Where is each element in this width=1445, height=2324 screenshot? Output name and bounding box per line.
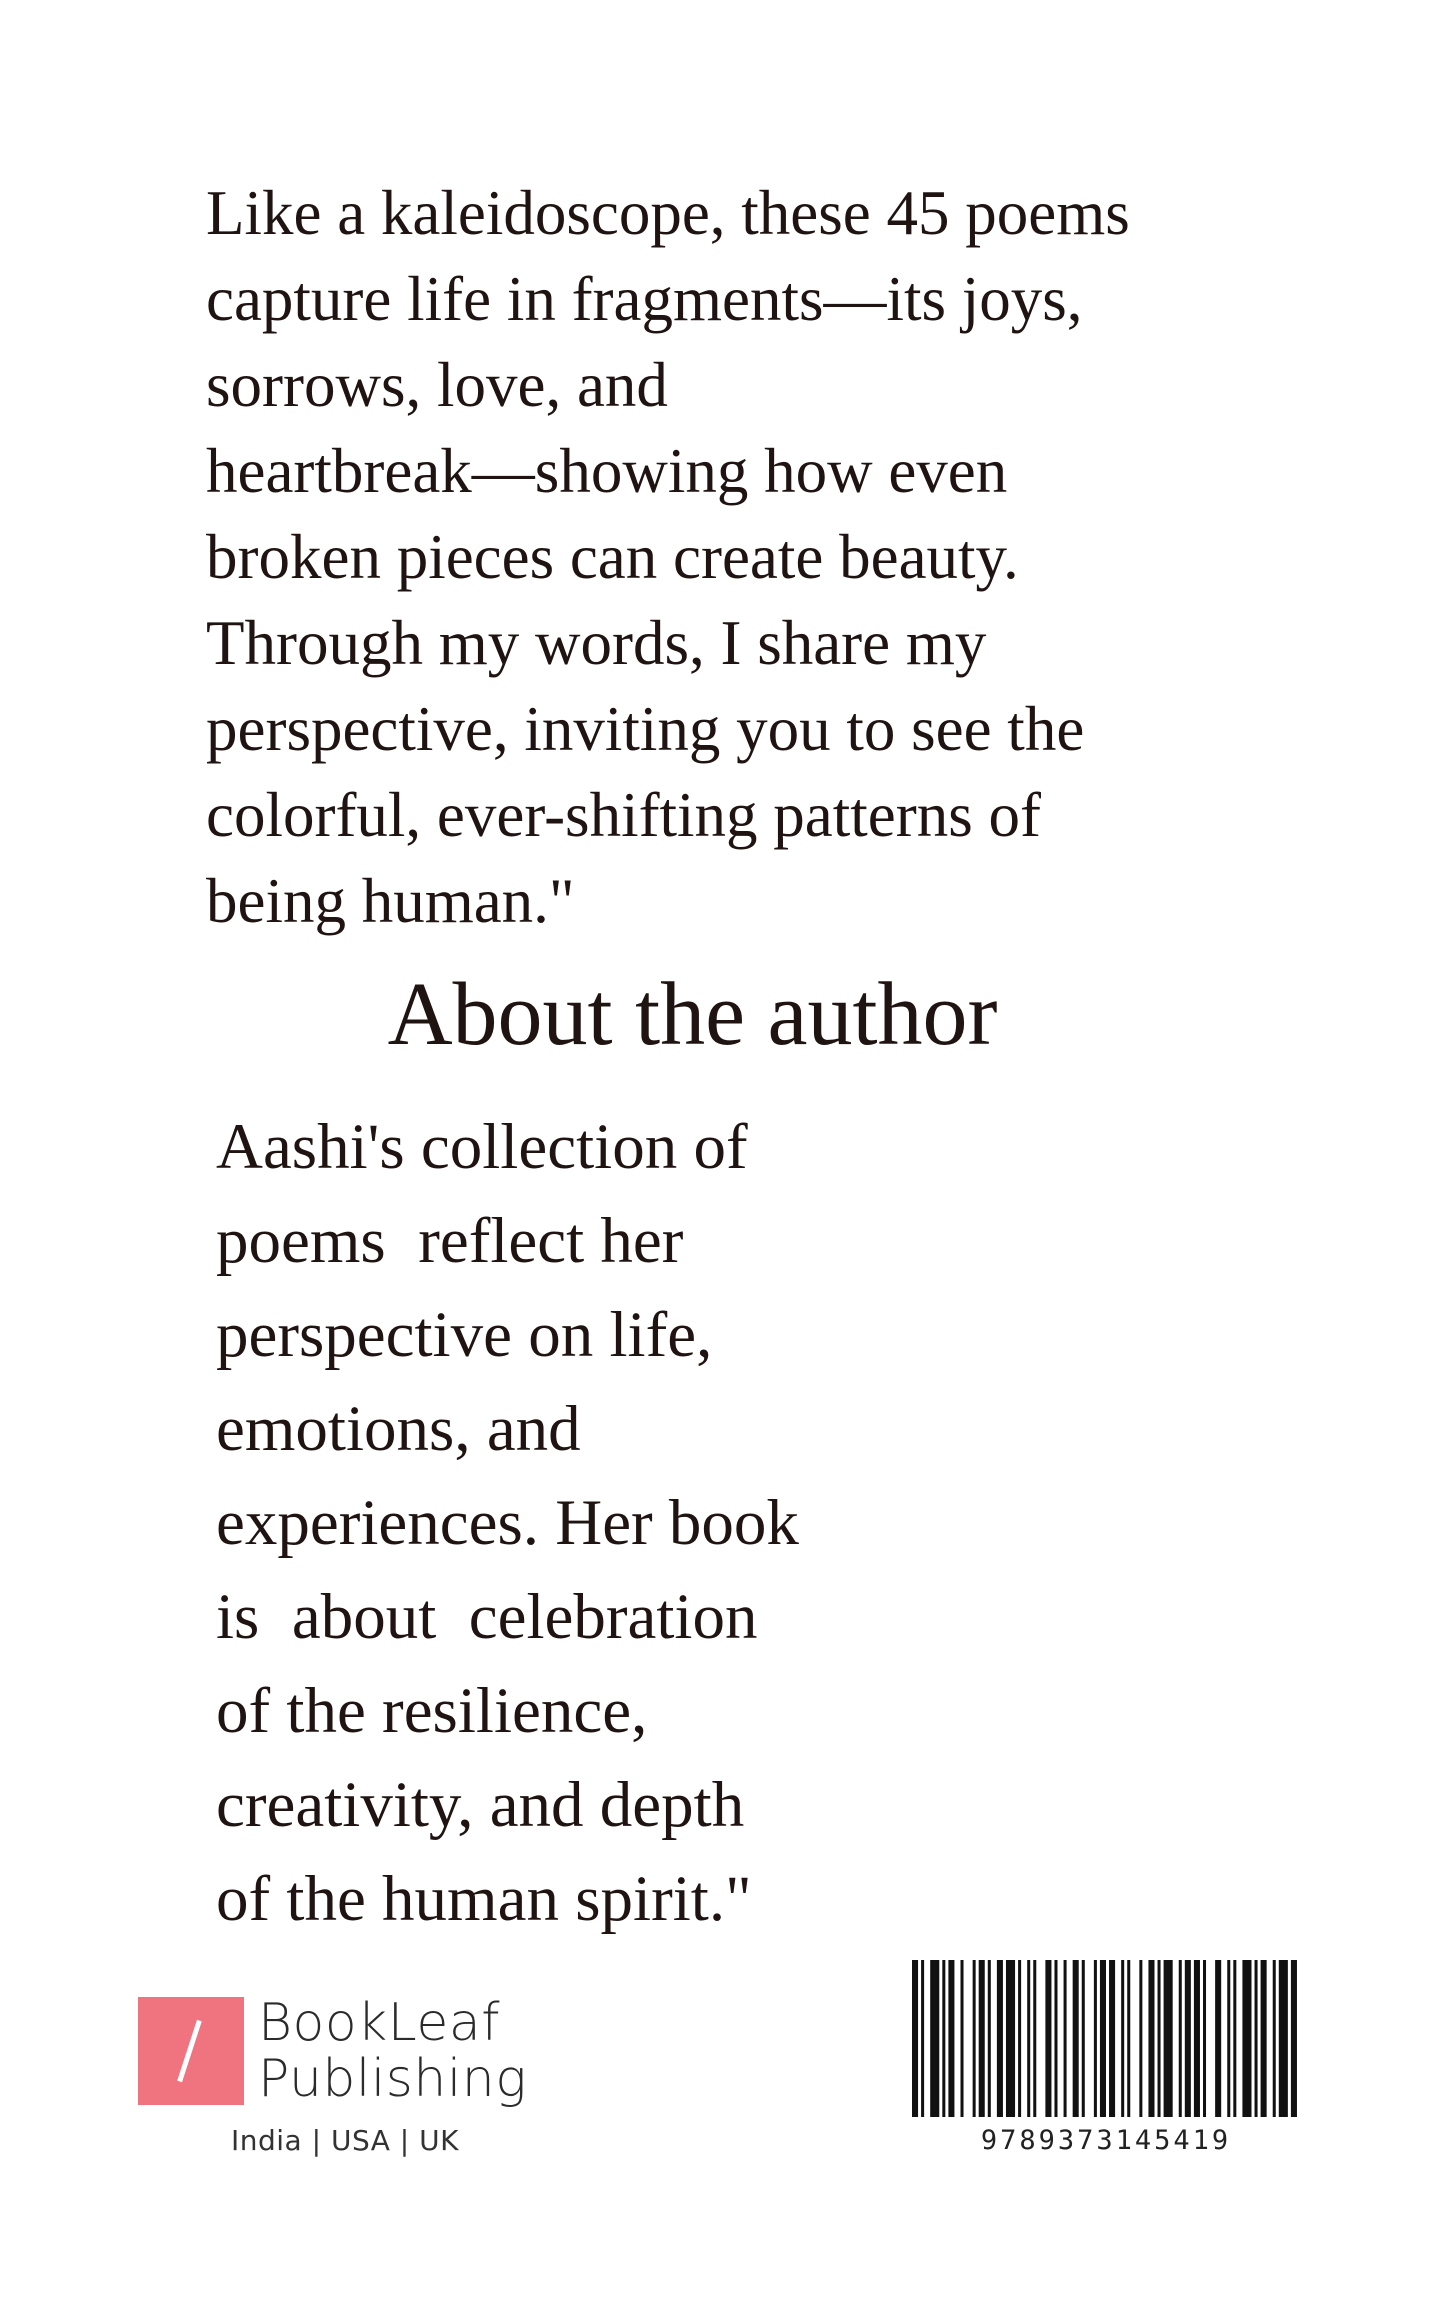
publisher-name <box>258 1995 527 2107</box>
barcode-bar <box>1164 1960 1173 2117</box>
barcode-bar <box>1185 1960 1191 2117</box>
about-author-heading: About the author <box>387 965 998 1064</box>
barcode-bar <box>1073 1960 1079 2117</box>
barcode-bar <box>997 1960 1003 2117</box>
publisher-logo <box>138 1995 527 2107</box>
about-line: experiences. Her book <box>216 1487 799 1559</box>
barcode-bar <box>1273 1960 1276 2117</box>
barcode-bar <box>1261 1960 1267 2117</box>
barcode-bar <box>912 1960 918 2117</box>
barcode-bar <box>1109 1960 1115 2117</box>
barcode-bar <box>1291 1960 1297 2117</box>
barcode-bar <box>942 1960 945 2117</box>
barcode-bar <box>1054 1960 1057 2117</box>
barcode-bar <box>921 1960 924 2117</box>
barcode-bar <box>930 1960 939 2117</box>
barcode-icon <box>912 1960 1300 2117</box>
barcode-bar <box>1203 1960 1206 2117</box>
barcode-bar <box>1027 1960 1030 2117</box>
publisher-name-line2: Publishing <box>258 2049 527 2109</box>
barcode-bar <box>1233 1960 1236 2117</box>
barcode-bar <box>1279 1960 1288 2117</box>
slash-mark <box>177 2020 202 2082</box>
blurb-line: heartbreak—showing how even <box>206 436 1008 506</box>
blurb-line: perspective, inviting you to see the <box>206 694 1085 764</box>
barcode-bar <box>1006 1960 1015 2117</box>
barcode-bar <box>1215 1960 1221 2117</box>
barcode-bar <box>979 1960 985 2117</box>
isbn-number: 9789373145419 <box>980 2125 1232 2156</box>
about-line: poems reflect her <box>216 1205 684 1277</box>
blurb-line: being human." <box>206 866 575 936</box>
about-line: perspective on life, <box>216 1299 713 1371</box>
blurb-line: Like a kaleidoscope, these 45 poems <box>206 178 1130 248</box>
barcode-bar <box>1227 1960 1230 2117</box>
barcode-bar <box>1242 1960 1251 2117</box>
blurb-line: broken pieces can create beauty. <box>206 522 1019 592</box>
barcode-bar <box>988 1960 991 2117</box>
about-line: of the resilience, <box>216 1675 648 1747</box>
about-line: Aashi's collection of <box>216 1111 748 1183</box>
barcode-bar <box>1064 1960 1067 2117</box>
blurb-line: Through my words, I share my <box>206 608 987 678</box>
barcode-bar <box>1127 1960 1130 2117</box>
isbn-barcode <box>912 1960 1300 2156</box>
barcode-bar <box>1179 1960 1182 2117</box>
about-author-text <box>216 1100 1116 1946</box>
about-line: creativity, and depth <box>216 1769 745 1841</box>
barcode-bar <box>1100 1960 1106 2117</box>
back-cover-blurb <box>206 170 1246 944</box>
about-line: of the human spirit." <box>216 1863 752 1935</box>
barcode-bar <box>948 1960 954 2117</box>
barcode-bar <box>1094 1960 1097 2117</box>
barcode-bar <box>961 1960 964 2117</box>
publisher-regions: India | USA | UK <box>231 2124 459 2157</box>
barcode-bar <box>1139 1960 1142 2117</box>
blurb-line: colorful, ever-shifting patterns of <box>206 780 1041 850</box>
barcode-bar <box>1033 1960 1036 2117</box>
barcode-bar <box>1082 1960 1085 2117</box>
leaf-slash-icon <box>138 1997 244 2105</box>
publisher-name-line1: BookLeaf <box>258 1993 501 2053</box>
barcode-bar <box>1018 1960 1021 2117</box>
barcode-bar <box>1194 1960 1200 2117</box>
barcode-bar <box>1255 1960 1258 2117</box>
barcode-bar <box>1148 1960 1154 2117</box>
barcode-bar <box>1045 1960 1051 2117</box>
barcode-bar <box>973 1960 976 2117</box>
blurb-line: capture life in fragments—its joys, <box>206 264 1083 334</box>
about-line: emotions, and <box>216 1393 581 1465</box>
about-line: is about celebration <box>216 1581 758 1653</box>
barcode-bar <box>1121 1960 1124 2117</box>
blurb-line: sorrows, love, and <box>206 350 668 420</box>
barcode-bar <box>1158 1960 1161 2117</box>
